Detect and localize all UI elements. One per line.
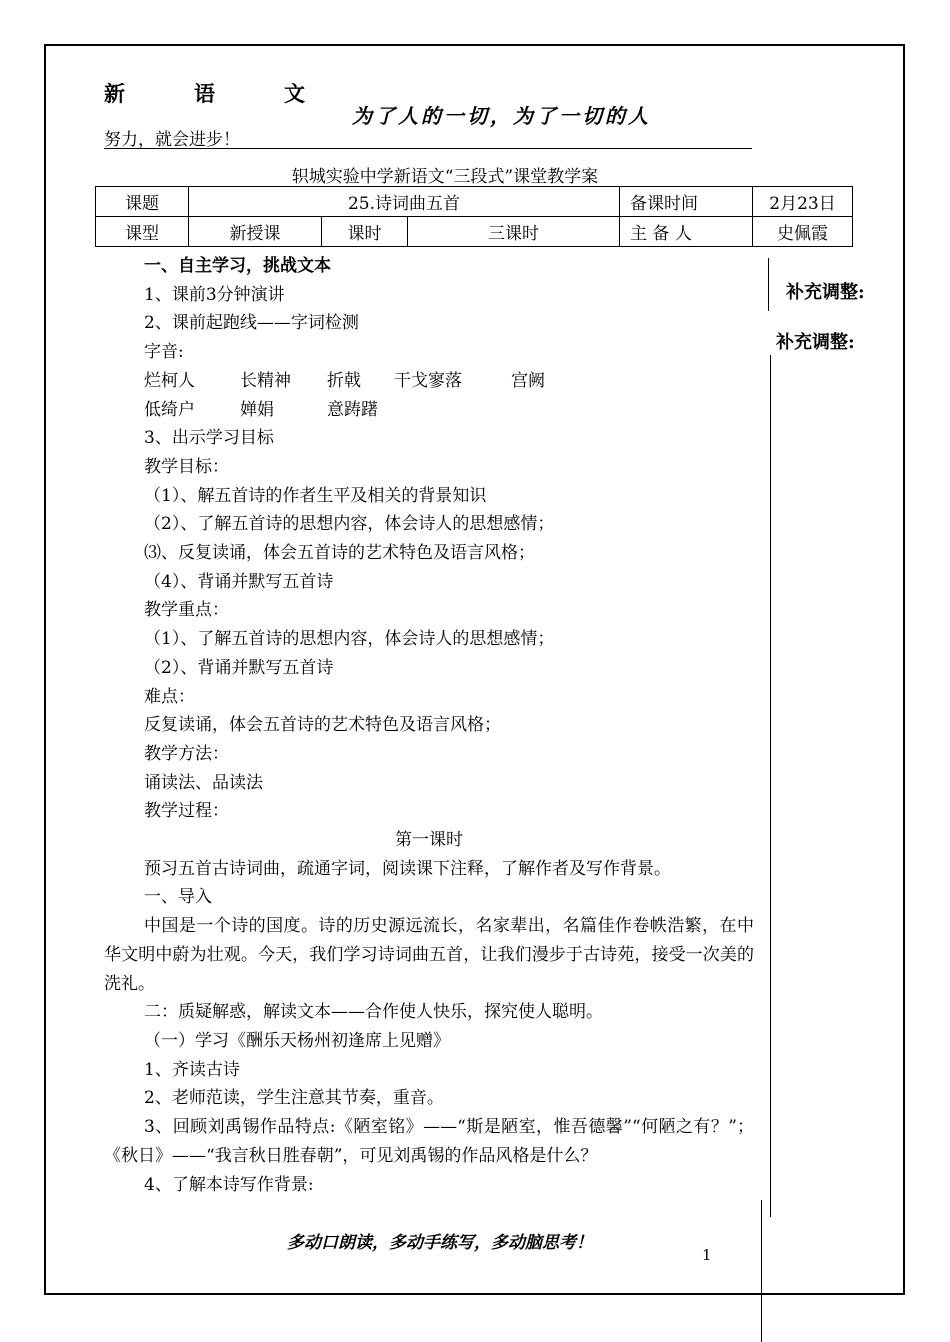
goal-item: （4）、背诵并默写五首诗 xyxy=(144,571,334,592)
table-cell: 课题 xyxy=(96,187,189,217)
table-cell: 三课时 xyxy=(408,217,620,247)
goal-item: （2）、了解五首诗的思想内容，体会诗人的思想感情； xyxy=(144,514,555,535)
paragraph: 预习五首古诗词曲，疏通字词，阅读课下注释，了解作者及写作背景。 xyxy=(144,858,671,879)
side-note-label: 补充调整: xyxy=(776,332,855,353)
table-cell: 新授课 xyxy=(189,217,322,247)
paragraph: （一）学习《酬乐天杨州初逢席上见赠》 xyxy=(144,1030,450,1051)
paragraph: 4、了解本诗写作背景: xyxy=(144,1174,314,1195)
key-point-item: （1）、了解五首诗的思想内容，体会诗人的思想感情； xyxy=(144,629,555,650)
table-cell: 2月23日 xyxy=(753,187,853,217)
lesson-period-heading: 第一课时 xyxy=(395,830,463,851)
goal-item: ⑶、反复读诵，体会五首诗的艺术特色及语言风格； xyxy=(144,543,535,564)
vocab-word: 干戈寥落 xyxy=(394,370,462,391)
text-line: 字音: xyxy=(144,342,184,363)
vocab-word: 低绮户 xyxy=(144,399,195,420)
header-title: 新 语 文 xyxy=(104,81,329,106)
text-line: 教学方法： xyxy=(144,743,229,764)
vocab-word: 意踌躇 xyxy=(327,399,378,420)
vocab-word: 婵娟 xyxy=(240,399,274,420)
table-cell: 主 备 人 xyxy=(620,217,753,247)
header-slogan: 为了人的一切，为了一切的人 xyxy=(352,104,651,128)
table-cell: 史佩霞 xyxy=(753,217,853,247)
method-item: 诵读法、品读法 xyxy=(144,772,263,793)
paragraph: 3、回顾刘禹锡作品特点:《陋室铭》——“斯是陋室，惟吾德馨”“何陋之有？”；《秋日》——“我言秋日胜春朝”，可见刘禹锡的作品风格是什么？ xyxy=(104,1117,754,1166)
table-cell: 25.诗词曲五首 xyxy=(189,187,620,217)
side-note-label: 补充调整: xyxy=(786,282,865,303)
text-line: 2、课前起跑线——字词检测 xyxy=(144,313,359,334)
header-divider xyxy=(104,148,752,149)
key-point-item: （2）、背诵并默写五首诗 xyxy=(144,657,334,678)
text-line: 3、出示学习目标 xyxy=(144,428,274,449)
vocab-word: 烂柯人 xyxy=(144,370,195,391)
header-motto: 努力，就会进步！ xyxy=(104,130,240,150)
page-number: 1 xyxy=(702,1246,712,1264)
footer-slogan: 多动口朗读，多动手练写，多动脑思考！ xyxy=(287,1233,593,1253)
lesson-content xyxy=(104,252,754,1199)
text-line: 教学目标： xyxy=(144,456,229,477)
document-subtitle: 轵城实验中学新语文“三段式”课堂教学案 xyxy=(291,167,599,187)
section-heading: 一、自主学习，挑战文本 xyxy=(144,256,331,276)
paragraph: 二：质疑解惑，解读文本——合作使人快乐，探究使人聪明。 xyxy=(144,1002,603,1023)
lesson-info-table xyxy=(95,186,853,247)
text-line: 教学过程： xyxy=(144,801,229,822)
table-cell: 课型 xyxy=(96,217,189,247)
text-line: 难点： xyxy=(144,686,195,707)
vocab-word: 长精神 xyxy=(240,370,291,391)
side-rule xyxy=(768,258,769,311)
paragraph: 中国是一个诗的国度。诗的历史源远流长，名家辈出，名篇佳作卷帙浩繁，在中华文明中蔚为壮观。今天，我们学习诗词曲五首，让我们漫步于古诗苑，接受一次美的洗礼。 xyxy=(104,916,754,994)
table-cell: 课时 xyxy=(322,217,408,247)
paragraph: 一、导入 xyxy=(144,887,212,908)
vocab-word: 折戟 xyxy=(327,370,361,391)
side-rule xyxy=(761,1200,762,1342)
table-row xyxy=(96,217,853,247)
vocab-word: 宫阙 xyxy=(511,370,545,391)
goal-item: （1）、解五首诗的作者生平及相关的背景知识 xyxy=(144,485,487,506)
table-row xyxy=(96,187,853,217)
paragraph: 1、齐读古诗 xyxy=(144,1059,240,1080)
text-line: 教学重点： xyxy=(144,600,229,621)
table-cell: 备课时间 xyxy=(620,187,753,217)
text-line: 1、课前3分钟演讲 xyxy=(144,284,285,305)
word-row xyxy=(104,396,754,425)
difficulty-item: 反复读诵，体会五首诗的艺术特色及语言风格； xyxy=(144,715,501,736)
paragraph: 2、老师范读，学生注意其节奏，重音。 xyxy=(144,1088,444,1109)
side-rule xyxy=(770,355,771,1217)
word-row xyxy=(104,367,754,396)
